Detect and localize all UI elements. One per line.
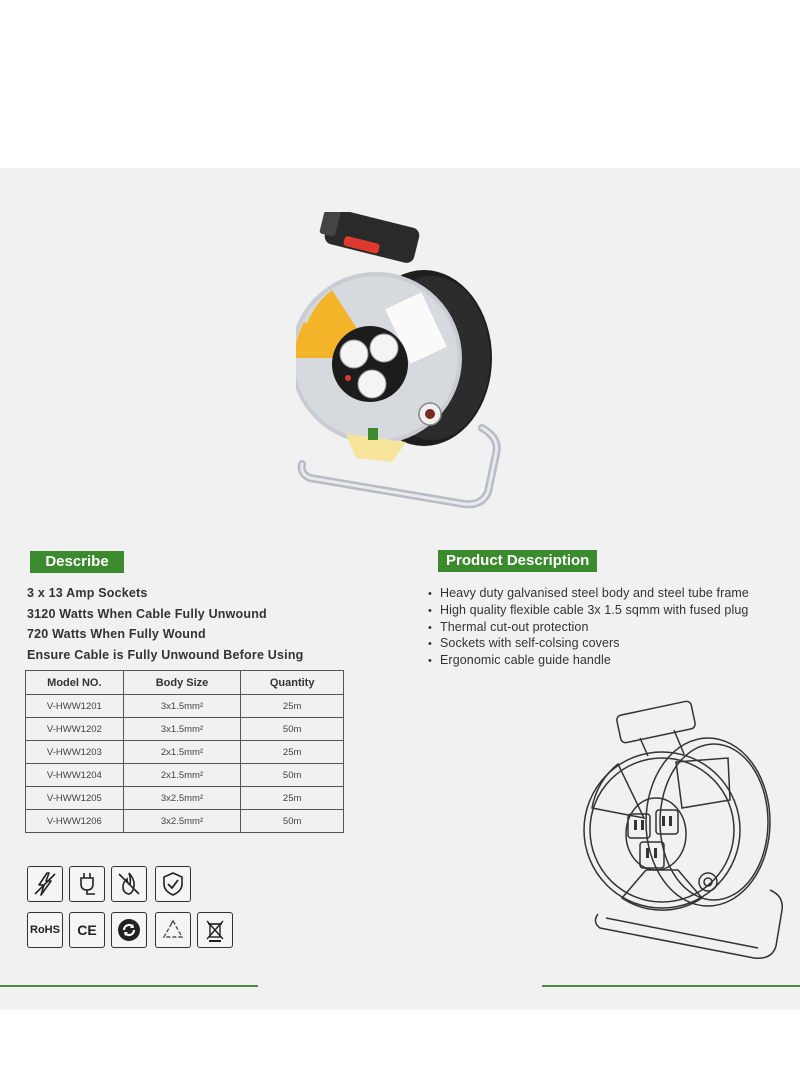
cell-body-size: 3x1.5mm²	[123, 695, 241, 718]
cell-model: V-HWW1205	[26, 787, 124, 810]
describe-line: 720 Watts When Fully Wound	[27, 627, 206, 641]
describe-list	[27, 585, 304, 667]
fire-safety-icon	[111, 866, 147, 902]
rohs-icon	[27, 912, 63, 948]
feature-item	[428, 619, 749, 636]
describe-line: Ensure Cable is Fully Unwound Before Using	[27, 647, 304, 662]
bullet: •	[428, 638, 432, 651]
plug-icon	[69, 866, 105, 902]
feature-text: Heavy duty galvanised steel body and steel tube frame	[440, 586, 749, 600]
product-description-heading: Product Description	[438, 550, 597, 572]
recycle-circle-icon	[111, 912, 147, 948]
table-row	[26, 695, 344, 718]
cable-reel-photo	[296, 212, 502, 510]
cell-model: V-HWW1202	[26, 718, 124, 741]
cell-model: V-HWW1201	[26, 695, 124, 718]
bullet: •	[428, 655, 432, 668]
header-body-size: Body Size	[123, 671, 241, 695]
bullet: •	[428, 604, 432, 617]
table-header-row	[26, 671, 344, 695]
feature-list	[428, 585, 749, 669]
cell-body-size: 2x1.5mm²	[123, 764, 241, 787]
bottom-divider-left	[0, 985, 258, 987]
cable-reel-line-drawing	[578, 700, 784, 966]
bottom-divider-right	[542, 985, 800, 987]
feature-item	[428, 635, 749, 652]
describe-line: 3120 Watts When Cable Fully Unwound	[27, 606, 267, 621]
header-model: Model NO.	[26, 671, 124, 695]
feature-text: High quality flexible cable 3x 1.5 sqmm with fused plug	[440, 602, 749, 617]
table-row	[26, 764, 344, 787]
table-row	[26, 718, 344, 741]
recycle-triangle-icon	[155, 912, 191, 948]
feature-text: Sockets with self-colsing covers	[440, 636, 620, 651]
bullet: •	[428, 621, 432, 634]
cell-body-size: 3x1.5mm²	[123, 718, 241, 741]
cell-quantity: 50m	[241, 764, 344, 787]
feature-item	[428, 602, 749, 619]
cell-model: V-HWW1206	[26, 810, 124, 833]
ce-label: CE	[77, 922, 97, 938]
feature-item	[428, 585, 749, 602]
spec-table	[25, 670, 344, 833]
cell-quantity: 25m	[241, 787, 344, 810]
shield-check-icon	[155, 866, 191, 902]
table-row	[26, 810, 344, 833]
weee-bin-icon	[197, 912, 233, 948]
header-quantity: Quantity	[241, 671, 344, 695]
feature-text: Thermal cut-out protection	[440, 619, 589, 634]
feature-item	[428, 652, 749, 669]
lightning-protection-icon	[27, 866, 63, 902]
table-row	[26, 787, 344, 810]
cell-model: V-HWW1203	[26, 741, 124, 764]
cell-body-size: 2x1.5mm²	[123, 741, 241, 764]
ce-mark-icon	[69, 912, 105, 948]
cell-model: V-HWW1204	[26, 764, 124, 787]
cell-quantity: 50m	[241, 810, 344, 833]
cell-quantity: 25m	[241, 741, 344, 764]
cell-quantity: 25m	[241, 695, 344, 718]
feature-text: Ergonomic cable guide handle	[440, 653, 611, 668]
cell-quantity: 50m	[241, 718, 344, 741]
describe-line: 3 x 13 Amp Sockets	[27, 586, 148, 600]
cell-body-size: 3x2.5mm²	[123, 810, 241, 833]
cell-body-size: 3x2.5mm²	[123, 787, 241, 810]
bullet: •	[428, 588, 432, 600]
table-row	[26, 741, 344, 764]
rohs-label: RoHS	[30, 924, 60, 936]
describe-heading: Describe	[30, 551, 124, 573]
